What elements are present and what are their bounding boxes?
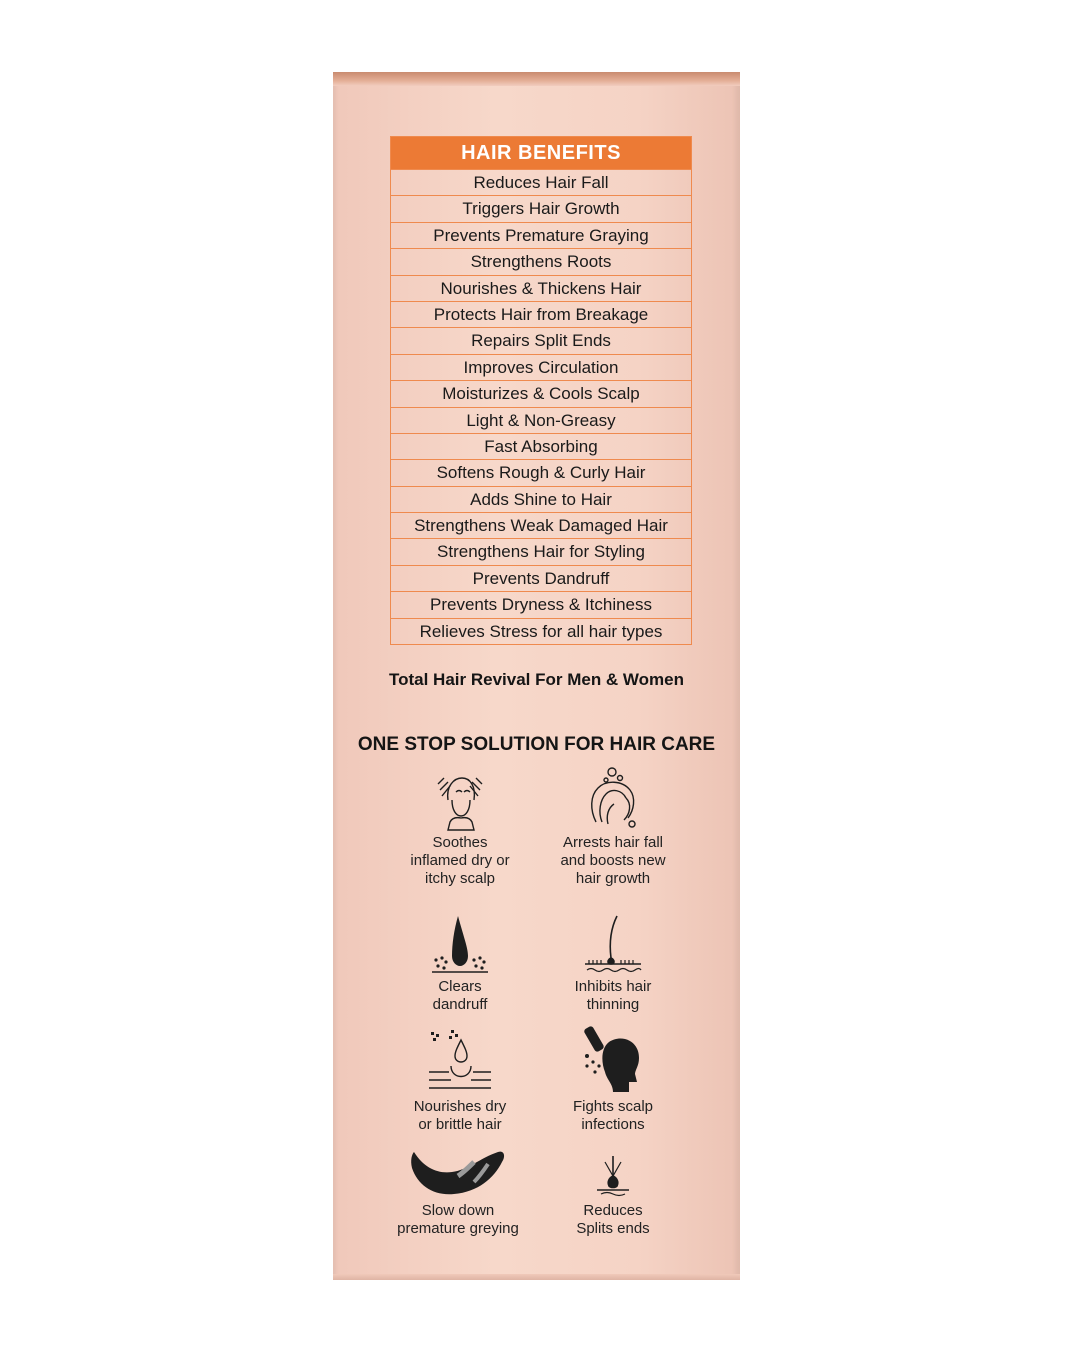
benefit-item: Protects Hair from Breakage bbox=[391, 301, 691, 327]
benefit-item: Repairs Split Ends bbox=[391, 327, 691, 353]
benefit-item: Light & Non-Greasy bbox=[391, 407, 691, 433]
benefit-item: Triggers Hair Growth bbox=[391, 195, 691, 221]
feature-label-line: Clears bbox=[438, 978, 482, 995]
benefit-item: Prevents Dryness & Itchiness bbox=[391, 591, 691, 617]
feature-label-line: Splits ends bbox=[576, 1220, 650, 1237]
feature-clears-dandruff bbox=[385, 914, 535, 1014]
feature-label-line: dandruff bbox=[432, 996, 488, 1013]
feature-reduces-split-ends bbox=[538, 1152, 688, 1238]
feature-label-line: Reduces bbox=[583, 1202, 643, 1219]
solution-title: ONE STOP SOLUTION FOR HAIR CARE bbox=[357, 734, 716, 755]
feature-label-line: thinning bbox=[586, 996, 640, 1013]
benefit-item: Strengthens Roots bbox=[391, 248, 691, 274]
benefit-item: Softens Rough & Curly Hair bbox=[391, 459, 691, 485]
feature-inhibits-thinning bbox=[538, 914, 688, 1014]
feature-label-line: Slow down bbox=[421, 1202, 495, 1219]
feature-label-line: itchy scalp bbox=[424, 870, 496, 887]
feature-label-line: Fights scalp bbox=[572, 1098, 654, 1115]
oil-drop-nourish-icon bbox=[427, 1028, 493, 1096]
hair-benefits-title: HAIR BENEFITS bbox=[391, 137, 691, 169]
feature-label-line: Arrests hair fall bbox=[562, 834, 664, 851]
benefit-item: Prevents Dandruff bbox=[391, 565, 691, 591]
split-end-follicle-icon bbox=[593, 1152, 633, 1200]
feature-label-line: Soothes bbox=[432, 834, 488, 851]
product-box-side bbox=[333, 72, 740, 1280]
feature-label-line: or brittle hair bbox=[418, 1116, 502, 1133]
hair-benefits-table bbox=[390, 136, 692, 645]
benefit-item: Relieves Stress for all hair types bbox=[391, 618, 691, 644]
feature-label-line: hair growth bbox=[575, 870, 651, 887]
feature-slow-greying bbox=[383, 1148, 533, 1238]
benefit-item: Reduces Hair Fall bbox=[391, 169, 691, 195]
feature-label-line: premature greying bbox=[397, 1220, 519, 1237]
feature-nourishes-dry-hair bbox=[385, 1028, 535, 1134]
benefit-item: Strengthens Weak Damaged Hair bbox=[391, 512, 691, 538]
feature-label-line: infections bbox=[581, 1116, 645, 1133]
benefit-item: Fast Absorbing bbox=[391, 433, 691, 459]
tagline: Total Hair Revival For Men & Women bbox=[388, 670, 685, 689]
benefit-item: Moisturizes & Cools Scalp bbox=[391, 380, 691, 406]
feature-fights-infections bbox=[538, 1022, 688, 1134]
head-comb-infection-icon bbox=[579, 1022, 647, 1096]
feature-label-line: Inhibits hair bbox=[574, 978, 652, 995]
benefit-item: Prevents Premature Graying bbox=[391, 222, 691, 248]
box-bottom-edge bbox=[333, 1274, 740, 1280]
scalp-massage-icon bbox=[430, 770, 490, 832]
benefit-item: Nourishes & Thickens Hair bbox=[391, 275, 691, 301]
benefit-item: Adds Shine to Hair bbox=[391, 486, 691, 512]
feature-label-line: inflamed dry or bbox=[410, 852, 510, 869]
feature-soothes-scalp bbox=[385, 770, 535, 888]
benefit-item: Strengthens Hair for Styling bbox=[391, 538, 691, 564]
hair-growth-head-icon bbox=[582, 764, 644, 832]
feature-label-line: Nourishes dry bbox=[413, 1098, 507, 1115]
feature-label-line: and boosts new bbox=[560, 852, 666, 869]
feature-arrests-hair-fall bbox=[538, 764, 688, 888]
hair-lock-grey-icon bbox=[408, 1148, 508, 1200]
hair-follicle-dandruff-icon bbox=[428, 914, 492, 976]
box-top-flap bbox=[333, 72, 740, 86]
benefit-item: Improves Circulation bbox=[391, 354, 691, 380]
thin-hair-strand-icon bbox=[581, 914, 645, 976]
